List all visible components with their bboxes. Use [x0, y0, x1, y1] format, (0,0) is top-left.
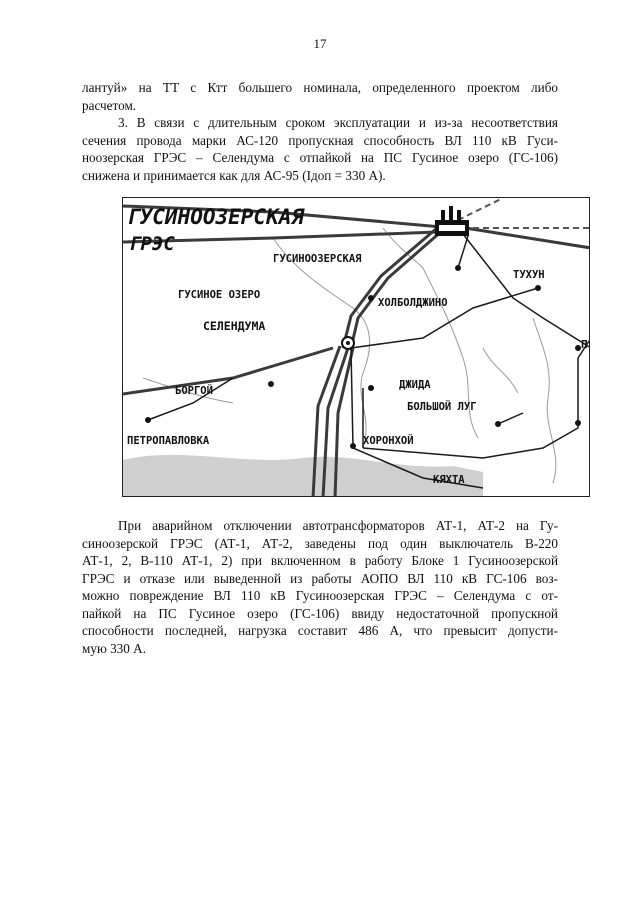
label-kholboldzhino: ХОЛБОЛДЖИНО — [378, 297, 448, 309]
dashed-lines — [458, 198, 590, 228]
label-petropavlovka: ПЕТРОПАВЛОВКА — [127, 435, 210, 447]
power-grid-map — [122, 197, 590, 497]
text-line: 3. В связи с длительным сроком эксплуатации и из-за несоответствия — [118, 115, 558, 130]
text-line: сечения провода марки АС-120 пропускная способность ВЛ 110 кВ Гуси- — [82, 132, 558, 148]
text-line: пайкой на ПС Гусиное озеро (ГС-106) ввиду недостаточной пропускной — [82, 605, 558, 621]
text-line: способности последней, нагрузка составит 486 А, что превысит допусти- — [82, 623, 558, 638]
page-number: 17 — [313, 36, 327, 51]
label-gusinoozerskaya: ГУСИНООЗЕРСКАЯ — [273, 253, 362, 265]
label-borgoy: БОРГОЙ — [175, 385, 213, 397]
selenduma-node — [342, 337, 354, 349]
label-khoronkhoy: ХОРОНХОЙ — [363, 435, 414, 447]
text-line: ГРЭС и отказе или выведенной из работы АОПО ВЛ 110 кВ ГС-106 воз- — [82, 570, 558, 586]
text-line: снижена и принимается как для АС-95 (Iдоп = 330 А). — [82, 167, 386, 183]
label-bolshoy-lug: БОЛЬШОЙ ЛУГ — [407, 401, 477, 413]
text-line: При аварийном отключении автотрансформаторов АТ-1, АТ-2 на Гу- — [118, 518, 558, 533]
label-tukhun: ТУХУН — [513, 269, 545, 281]
paragraph-3 — [82, 517, 558, 657]
map-title-line-2: ГРЭС — [129, 233, 175, 255]
text-line: мую 330 А. — [82, 640, 146, 656]
main-transmission-line — [123, 206, 590, 497]
paragraph-1 — [82, 79, 558, 114]
text-line: синоозерской ГРЭС (АТ-1, АТ-2, заведены под один выключатель В-220 — [82, 535, 558, 551]
text-line: лантуй» на ТТ с Ктт большего номинала, определенного проектом либо — [82, 80, 558, 95]
power-plant-icon — [435, 206, 469, 236]
label-selenduma: СЕЛЕНДУМА — [203, 319, 266, 333]
label-gusinoe-ozero: ГУСИНОЕ ОЗЕРО — [178, 289, 261, 301]
label-kyakhta: КЯХТА — [433, 474, 465, 486]
paragraph-2 — [82, 114, 558, 184]
text-line: можно повреждение ВЛ 110 кВ Гусиноозерская ГРЭС – Селендума с от- — [82, 588, 558, 603]
label-edge-letter: П — [581, 338, 588, 351]
text-line: расчетом. — [82, 97, 137, 113]
text-line: ноозерская ГРЭС – Селендума с отпайкой на ПС Гусиное озеро (ГС-106) — [82, 150, 558, 165]
label-dzhida: ДЖИДА — [399, 379, 431, 391]
text-line: АТ-1, 2, В-110 АТ-1, 2) при включенном в работу Блоке 1 Гусиноозерской — [82, 553, 558, 568]
terrain-band — [123, 455, 483, 497]
map-title-line-1: ГУСИНООЗЕРСКАЯ — [127, 205, 305, 229]
